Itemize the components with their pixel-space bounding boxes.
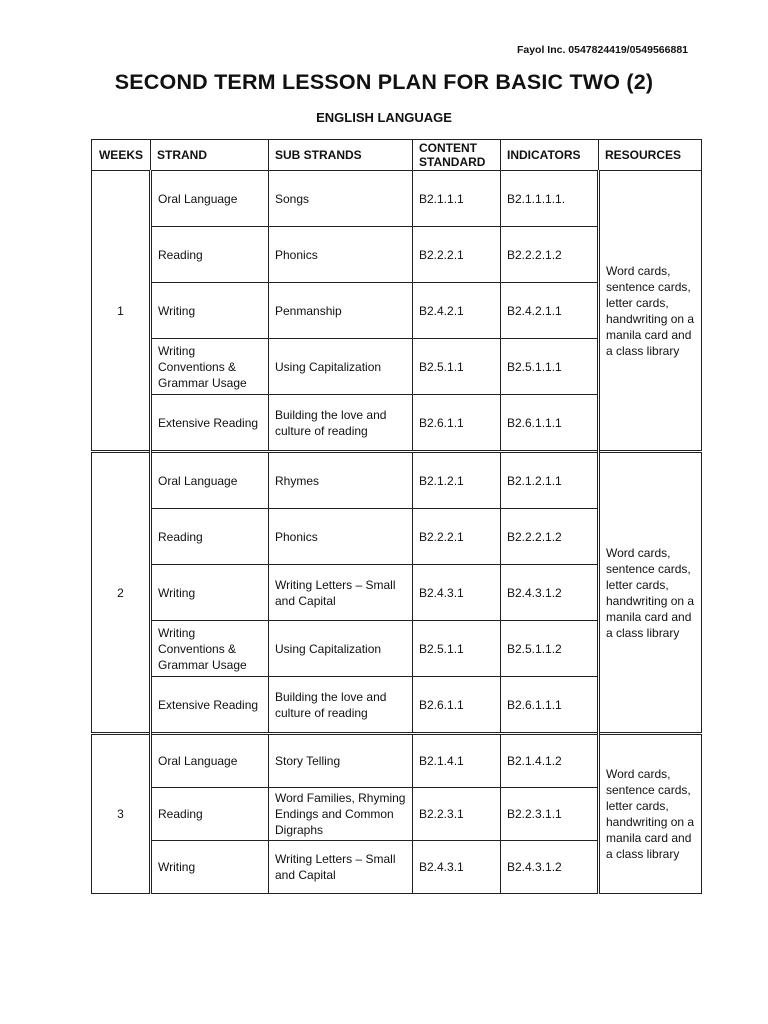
page-title: SECOND TERM LESSON PLAN FOR BASIC TWO (2): [114, 70, 654, 94]
week-number: 1: [92, 171, 151, 452]
strand-cell: Oral Language: [151, 734, 269, 788]
content-standard-cell: B2.4.2.1: [413, 283, 501, 339]
sub-strand-cell: Building the love and culture of reading: [269, 395, 413, 452]
table-row: [92, 171, 702, 227]
col-header-content-standard-line1: CONTENT: [419, 141, 477, 155]
sub-strand-cell: Rhymes: [269, 452, 413, 509]
resources-cell: Word cards, sentence cards, letter cards, handwriting on a manila card and a class library: [599, 171, 702, 452]
sub-strand-cell: Using Capitalization: [269, 339, 413, 395]
strand-cell: Reading: [151, 788, 269, 841]
content-standard-cell: B2.5.1.1: [413, 621, 501, 677]
sub-strand-cell: Songs: [269, 171, 413, 227]
sub-strand-cell: Using Capitalization: [269, 621, 413, 677]
content-standard-cell: B2.6.1.1: [413, 677, 501, 734]
content-standard-cell: B2.2.3.1: [413, 788, 501, 841]
col-header-content-standard: [413, 140, 501, 171]
table-header-row: [92, 140, 702, 171]
col-header-indicators: INDICATORS: [501, 140, 599, 171]
strand-cell: Writing: [151, 565, 269, 621]
subject-heading: ENGLISH LANGUAGE: [316, 110, 452, 125]
indicator-cell: B2.1.1.1.1.: [501, 171, 599, 227]
col-header-content-standard-line2: STANDARD: [419, 155, 486, 169]
content-standard-cell: B2.2.2.1: [413, 509, 501, 565]
sub-strand-cell: Phonics: [269, 227, 413, 283]
content-standard-cell: B2.2.2.1: [413, 227, 501, 283]
indicator-cell: B2.5.1.1.1: [501, 339, 599, 395]
sub-strand-cell: Phonics: [269, 509, 413, 565]
indicator-cell: B2.1.2.1.1: [501, 452, 599, 509]
sub-strand-cell: Writing Letters – Small and Capital: [269, 565, 413, 621]
col-header-strand: STRAND: [151, 140, 269, 171]
strand-cell: Oral Language: [151, 452, 269, 509]
table-row: [92, 452, 702, 509]
content-standard-cell: B2.4.3.1: [413, 841, 501, 894]
col-header-sub-strands: SUB STRANDS: [269, 140, 413, 171]
indicator-cell: B2.2.3.1.1: [501, 788, 599, 841]
sub-strand-cell: Penmanship: [269, 283, 413, 339]
indicator-cell: B2.6.1.1.1: [501, 677, 599, 734]
strand-cell: Extensive Reading: [151, 395, 269, 452]
content-standard-cell: B2.4.3.1: [413, 565, 501, 621]
sub-strand-cell: Writing Letters – Small and Capital: [269, 841, 413, 894]
content-standard-cell: B2.1.2.1: [413, 452, 501, 509]
col-header-resources: RESOURCES: [599, 140, 702, 171]
strand-cell: Extensive Reading: [151, 677, 269, 734]
strand-cell: Oral Language: [151, 171, 269, 227]
content-standard-cell: B2.6.1.1: [413, 395, 501, 452]
lesson-plan-table: [91, 139, 702, 894]
strand-cell: Writing: [151, 283, 269, 339]
contact-info: Fayol Inc. 0547824419/0549566881: [516, 44, 688, 56]
indicator-cell: B2.4.3.1.2: [501, 841, 599, 894]
indicator-cell: B2.6.1.1.1: [501, 395, 599, 452]
week-number: 3: [92, 734, 151, 894]
resources-cell: Word cards, sentence cards, letter cards, handwriting on a manila card and a class library: [599, 734, 702, 894]
sub-strand-cell: Story Telling: [269, 734, 413, 788]
indicator-cell: B2.5.1.1.2: [501, 621, 599, 677]
col-header-weeks: WEEKS: [92, 140, 151, 171]
indicator-cell: B2.4.2.1.1: [501, 283, 599, 339]
resources-cell: Word cards, sentence cards, letter cards, handwriting on a manila card and a class library: [599, 452, 702, 734]
content-standard-cell: B2.1.1.1: [413, 171, 501, 227]
strand-cell: Writing Conventions & Grammar Usage: [151, 339, 269, 395]
sub-strand-cell: Building the love and culture of reading: [269, 677, 413, 734]
indicator-cell: B2.2.2.1.2: [501, 227, 599, 283]
content-standard-cell: B2.1.4.1: [413, 734, 501, 788]
sub-strand-cell: Word Families, Rhyming Endings and Common Digraphs: [269, 788, 413, 841]
strand-cell: Writing Conventions & Grammar Usage: [151, 621, 269, 677]
strand-cell: Writing: [151, 841, 269, 894]
week-number: 2: [92, 452, 151, 734]
strand-cell: Reading: [151, 509, 269, 565]
strand-cell: Reading: [151, 227, 269, 283]
indicator-cell: B2.4.3.1.2: [501, 565, 599, 621]
indicator-cell: B2.1.4.1.2: [501, 734, 599, 788]
indicator-cell: B2.2.2.1.2: [501, 509, 599, 565]
content-standard-cell: B2.5.1.1: [413, 339, 501, 395]
table-row: [92, 734, 702, 788]
